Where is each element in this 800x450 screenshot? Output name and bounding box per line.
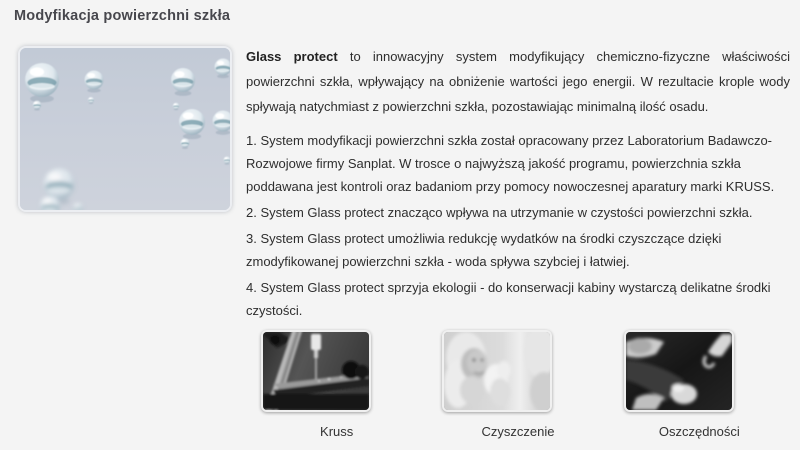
point-4: 4. System Glass protect sprzyja ekologii - do konserwacji kabiny wystarczą delikatne środki czystości. (246, 280, 771, 318)
water-droplets-illustration (20, 48, 230, 210)
thumbnail-caption-oszczednosci: Oszczędności (658, 424, 740, 439)
thumbnail-caption-kruss: Kruss (320, 424, 354, 439)
czyszczenie-thumbnail-image[interactable] (442, 330, 552, 412)
gallery-item-oszczednosci (609, 330, 790, 439)
intro-paragraph (246, 44, 790, 119)
intro-bold-term: Glass protect (246, 49, 338, 64)
lab-apparatus-illustration (263, 332, 369, 410)
kruss-thumbnail-image[interactable] (261, 330, 371, 412)
hands-savings-illustration (626, 332, 732, 410)
point-3: 3. System Glass protect umożliwia redukcję wydatków na środki czyszczące dzięki zmodyfikowanej powierzchni szkła - woda spływa szybciej i łatwiej. (246, 231, 722, 269)
hero-droplets-image (18, 46, 232, 212)
intro-text: to innowacyjny system modyfikujący chemiczno-fizyczne właściwości powierzchni szkła, wpływający na obniżenie wartości jego energii. W rezultacie krople wody spływają natychmiast z powierzchni szkła, pozostawiając minimalną ilość osadu. (246, 49, 790, 114)
oszczednosci-thumbnail-image[interactable] (624, 330, 734, 412)
thumbnail-caption-czyszczenie: Czyszczenie (481, 424, 555, 439)
point-1: 1. System modyfikacji powierzchni szkła został opracowany przez Laboratorium Badawczo-Rozwojowe firmy Sanplat. W trosce o najwyższą jakość programu, powierzchnia szkła poddawana jest kontroli oraz badaniom przy pomocy nowoczesnej aparatury marki KRUSS. (246, 133, 775, 194)
article-body (246, 44, 790, 325)
page-title: Modyfikacja powierzchni szkła (14, 8, 231, 24)
woman-cleaning-illustration (444, 332, 550, 410)
thumbnail-gallery (246, 330, 790, 439)
point-2: 2. System Glass protect znacząco wpływa na utrzymanie w czystości powierzchni szkła. (246, 205, 753, 220)
gallery-item-kruss (246, 330, 427, 439)
gallery-item-czyszczenie (427, 330, 608, 439)
